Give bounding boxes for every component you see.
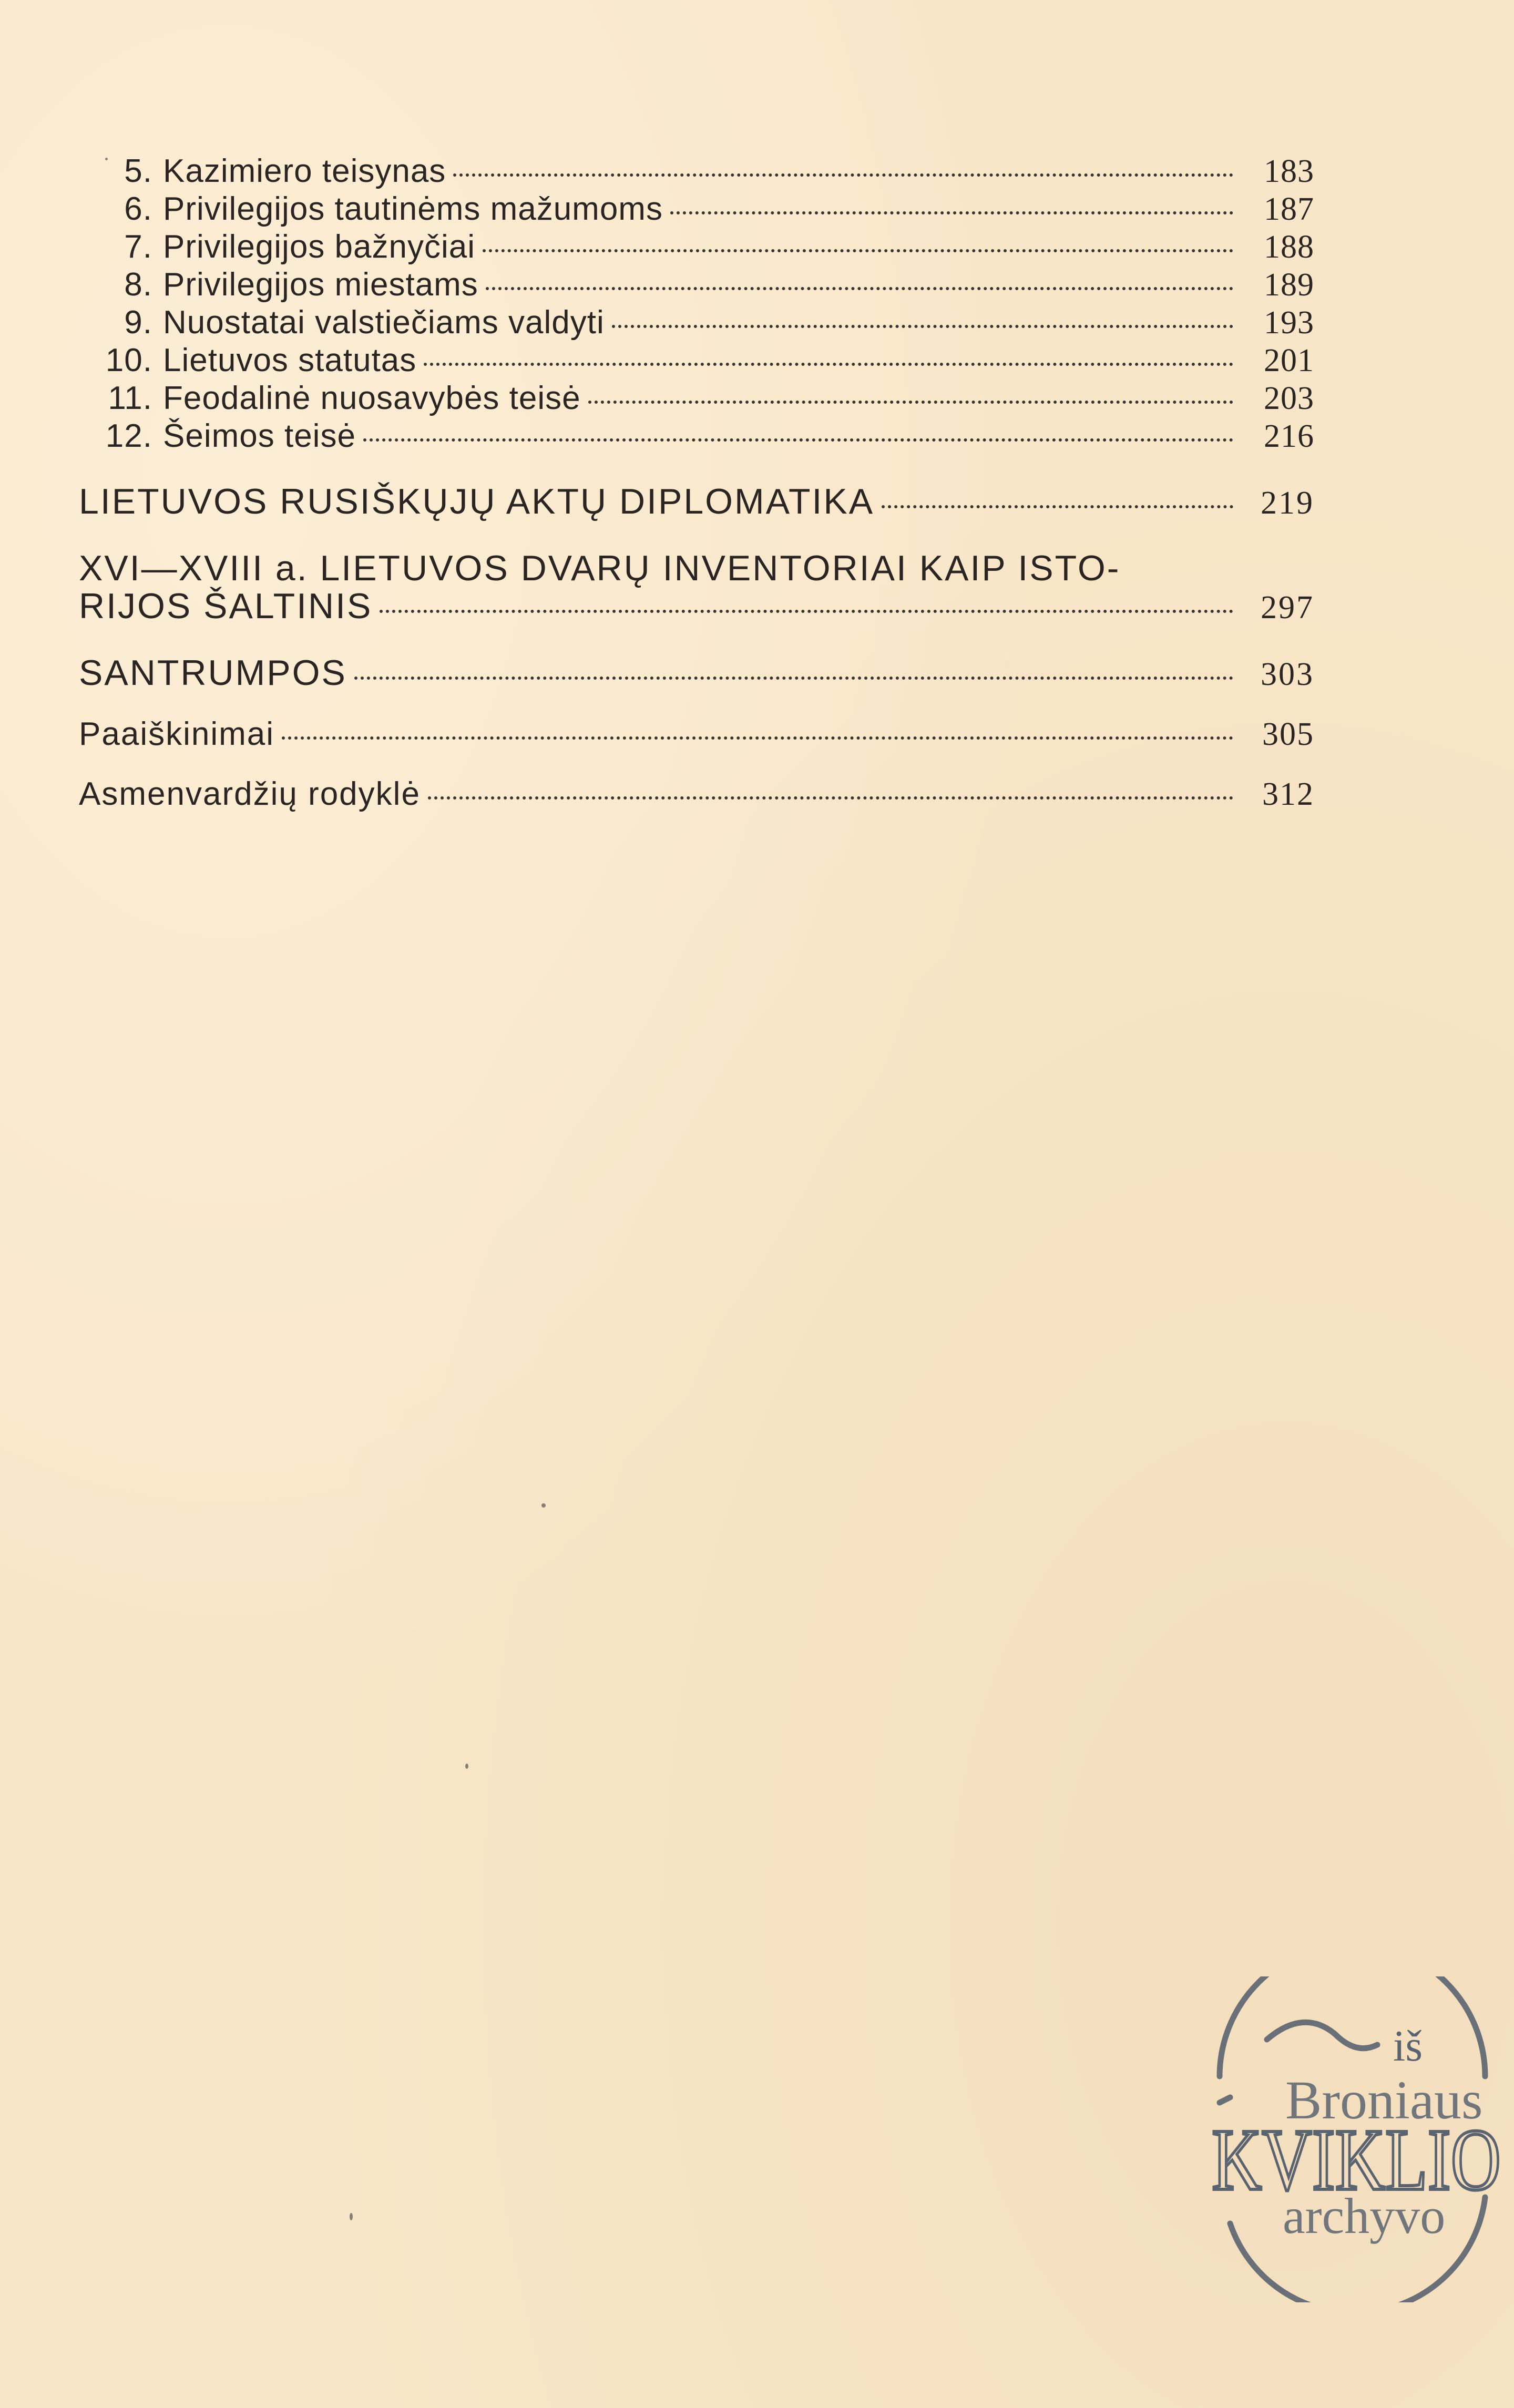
entry-number: 10. — [105, 342, 152, 378]
archive-stamp — [1199, 1976, 1509, 2302]
paper-speck — [350, 2213, 353, 2220]
stamp-text-kviklio: KVIKLIO — [1212, 2111, 1501, 2209]
toc-entry-5 — [79, 152, 1314, 190]
entry-number: 12. — [105, 418, 152, 454]
page-number: 187 — [1264, 191, 1314, 227]
page-number: 216 — [1264, 418, 1314, 454]
section-title: LIETUVOS RUSIŠKŲJŲ AKTŲ DIPLOMATIKA — [79, 481, 875, 521]
toc-entry-7 — [79, 228, 1314, 266]
stamp-tick — [1220, 2097, 1230, 2103]
dot-leader — [363, 438, 1233, 442]
page-number: 183 — [1264, 153, 1314, 189]
stamp-top-arc — [1220, 1976, 1485, 2076]
toc-entry-6 — [79, 190, 1314, 228]
table-of-contents — [79, 152, 1314, 813]
section-title: SANTRUMPOS — [79, 653, 347, 693]
entry-title: Feodalinė nuosavybės teisė — [163, 380, 581, 416]
section-title-continued: RIJOS ŠALTINIS — [79, 586, 373, 626]
page-number: 201 — [1264, 343, 1314, 378]
entry-number: 9. — [124, 304, 152, 341]
dot-leader — [453, 173, 1233, 177]
entry-title: Privilegijos bažnyčiai — [163, 229, 476, 265]
entry-number: 5. — [124, 153, 152, 189]
paper-speck — [541, 1503, 546, 1508]
entry-number: 8. — [124, 267, 152, 303]
page-number: 203 — [1264, 381, 1314, 416]
toc-entry-8 — [79, 266, 1314, 304]
toc-section-paaiskinimai — [79, 715, 1314, 753]
entry-title: Kazimiero teisynas — [163, 153, 446, 189]
toc-section-inventoriai-line1 — [79, 549, 1314, 587]
stamp-swirl — [1267, 2022, 1377, 2048]
dot-leader — [670, 211, 1233, 214]
entry-title: Lietuvos statutas — [163, 342, 417, 378]
page-number: 189 — [1264, 267, 1314, 303]
dot-leader — [486, 287, 1233, 290]
entry-title: Šeimos teisė — [163, 418, 356, 454]
toc-section-rodykle — [79, 775, 1314, 813]
dot-leader — [588, 401, 1233, 404]
dot-leader — [612, 325, 1233, 328]
dot-leader — [354, 677, 1233, 680]
page-number: 312 — [1262, 776, 1314, 812]
page-number: 305 — [1262, 716, 1314, 752]
toc-section-diplomatika — [79, 483, 1314, 522]
entry-title: Privilegijos tautinėms mažumoms — [163, 191, 663, 227]
toc-entry-11 — [79, 380, 1314, 417]
stamp-text-is: iš — [1393, 2022, 1423, 2071]
toc-entry-12 — [79, 417, 1314, 455]
section-title: Asmenvardžių rodyklė — [79, 776, 421, 812]
entry-number: 11. — [108, 380, 152, 416]
dot-leader — [882, 505, 1233, 508]
page-number: 219 — [1261, 485, 1314, 521]
dot-leader — [282, 736, 1233, 740]
dot-leader — [428, 796, 1233, 800]
toc-entry-9 — [79, 304, 1314, 342]
toc-entry-10 — [79, 342, 1314, 380]
dot-leader — [483, 249, 1233, 252]
page-number: 303 — [1261, 657, 1314, 692]
section-title: XVI—XVIII a. LIETUVOS DVARŲ INVENTORIAI KAIP ISTO- — [79, 548, 1121, 588]
paper-speck — [105, 158, 108, 160]
entry-number: 7. — [124, 229, 152, 265]
dot-leader — [380, 610, 1233, 613]
entry-number: 6. — [124, 191, 152, 227]
page-number: 193 — [1264, 305, 1314, 341]
entry-title: Privilegijos miestams — [163, 267, 478, 303]
page-number: 188 — [1264, 229, 1314, 265]
section-title: Paaiškinimai — [79, 716, 275, 752]
toc-section-inventoriai-line2 — [79, 587, 1314, 627]
dot-leader — [424, 363, 1233, 366]
entry-title: Nuostatai valstiečiams valdyti — [163, 304, 605, 341]
stamp-text-archyvo: archyvo — [1283, 2188, 1446, 2244]
toc-section-santrumpos — [79, 654, 1314, 693]
stamp-text-broniaus: Broniaus — [1285, 2070, 1483, 2130]
paper-speck — [465, 1764, 468, 1769]
page-number: 297 — [1261, 590, 1314, 626]
